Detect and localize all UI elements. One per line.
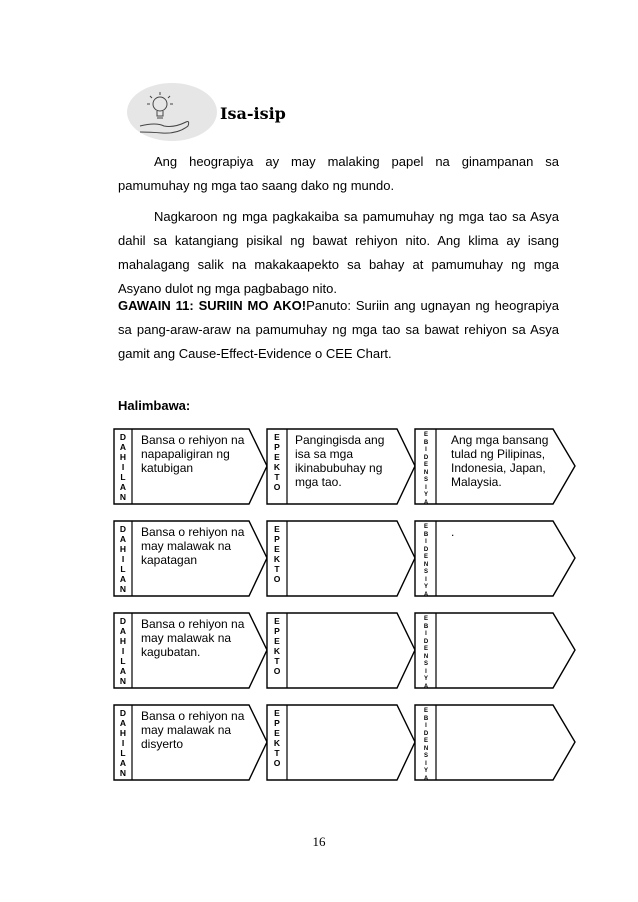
dahilan-label-letter: I: [121, 738, 125, 748]
example-label: Halimbawa:: [118, 398, 191, 413]
ebidensiya-label-letter: D: [423, 638, 429, 645]
dahilan-label-letter: A: [119, 534, 127, 544]
epekto-label-letter: P: [274, 626, 280, 636]
ebidensiya-label-letter: E: [423, 462, 428, 468]
dahilan-label: [114, 616, 132, 686]
ebidensiya-label-letter: B: [423, 623, 429, 630]
cause-text: Bansa o rehiyon na may malawak na disyerto: [141, 709, 245, 751]
epekto-label: [268, 708, 286, 768]
ebidensiya-label-letter: N: [423, 745, 429, 752]
ebidensiya-label-letter: S: [423, 753, 428, 759]
dahilan-label-letter: L: [120, 564, 126, 574]
effect-text: Pangingisda ang isa sa mga ikinabubuhay ng mga tao.: [295, 433, 385, 489]
cee-row: [0, 428, 638, 518]
evidence-shape: [415, 613, 575, 688]
dahilan-label-letter: D: [119, 524, 127, 534]
epekto-label-letter: E: [274, 432, 280, 442]
ebidensiya-label-letter: I: [425, 539, 427, 545]
dahilan-label: [114, 432, 132, 502]
evidence-text: Ang mga bansang tulad ng Pilipinas, Indonesia, Japan, Malaysia.: [451, 433, 549, 489]
dahilan-label-letter: A: [119, 666, 127, 676]
ebidensiya-label-letter: E: [423, 708, 428, 714]
dahilan-label-letter: H: [119, 452, 127, 462]
epekto-label-letter: E: [274, 636, 280, 646]
epekto-label-letter: K: [273, 554, 281, 564]
cause-text: Bansa o rehiyon na napapaligiran ng katubigan: [141, 433, 245, 475]
epekto-label: [268, 616, 286, 676]
cee-row-shapes: [0, 704, 638, 794]
epekto-label-letter: T: [274, 564, 280, 574]
epekto-label-letter: K: [273, 462, 281, 472]
ebidensiya-label-letter: Y: [423, 584, 428, 590]
evidence-text: .: [451, 525, 455, 539]
epekto-label-letter: P: [274, 718, 280, 728]
evidence-shape: [415, 705, 575, 780]
dahilan-label-letter: A: [119, 718, 127, 728]
ebidensiya-label-letter: B: [423, 715, 429, 722]
epekto-label-letter: O: [273, 482, 281, 492]
dahilan-label-letter: L: [120, 472, 126, 482]
ebidensiya-label-letter: A: [423, 591, 429, 598]
dahilan-label-letter: L: [120, 748, 126, 758]
ebidensiya-label-letter: D: [423, 454, 429, 461]
dahilan-label-letter: H: [119, 728, 127, 738]
epekto-label-letter: E: [274, 544, 280, 554]
paragraph-intro: Ang heograpiya ay may malaking papel na ginampanan sa pamumuhay ng mga tao saang dako ng mundo.: [118, 154, 559, 193]
ebidensiya-label: [416, 708, 436, 783]
dahilan-label-letter: L: [120, 656, 126, 666]
epekto-label: [268, 432, 286, 492]
dahilan-label-letter: N: [119, 584, 127, 594]
ebidensiya-label-letter: I: [425, 723, 427, 729]
paragraph-context: Nagkaroon ng mga pagkakaiba sa pamumuhay ng mga tao sa Asya dahil sa katangiang pisikal ng bawat rehiyon nito. Ang klima ay isang mahalagang salik na makakaapekto sa bahay at pamumuhay ng mga Asyano dulot ng mga pagbabago nito.: [118, 209, 559, 296]
dahilan-label-letter: N: [119, 492, 127, 502]
ebidensiya-label-letter: N: [423, 653, 429, 660]
ebidensiya-label-letter: I: [425, 484, 427, 491]
epekto-label-letter: O: [273, 758, 281, 768]
dahilan-label-letter: A: [119, 574, 127, 584]
dahilan-label-letter: A: [119, 482, 127, 492]
cause-text: Bansa o rehiyon na may malawak na kagubatan.: [141, 617, 245, 659]
dahilan-label-letter: N: [119, 768, 127, 778]
dahilan-label-letter: I: [121, 646, 125, 656]
epekto-label-letter: O: [273, 574, 281, 584]
ebidensiya-label: [416, 432, 436, 507]
ebidensiya-label-letter: Y: [423, 676, 428, 682]
dahilan-label-letter: A: [119, 442, 127, 452]
ebidensiya-label-letter: I: [425, 576, 427, 583]
epekto-label-letter: E: [274, 616, 280, 626]
dahilan-label: [114, 524, 132, 594]
epekto-label-letter: E: [274, 728, 280, 738]
page-number: 16: [312, 834, 326, 849]
dahilan-label-letter: A: [119, 626, 127, 636]
dahilan-label-letter: A: [119, 758, 127, 768]
cee-row-shapes: [0, 612, 638, 702]
activity-title: GAWAIN 11: SURIIN MO AKO!: [118, 298, 307, 313]
dahilan-label-letter: H: [119, 544, 127, 554]
epekto-label-letter: T: [274, 748, 280, 758]
epekto-label-letter: E: [274, 708, 280, 718]
ebidensiya-label-letter: Y: [423, 492, 428, 498]
paragraph-instructions: [118, 294, 559, 366]
dahilan-label-letter: I: [121, 462, 125, 472]
ebidensiya-label-letter: B: [423, 531, 429, 538]
epekto-label-letter: P: [274, 534, 280, 544]
ebidensiya-label-letter: A: [423, 775, 429, 782]
ebidensiya-label-letter: E: [423, 554, 428, 560]
dahilan-label: [114, 708, 132, 778]
ebidensiya-label-letter: E: [423, 738, 428, 744]
epekto-label-letter: K: [273, 646, 281, 656]
effect-shape: [267, 705, 415, 780]
ebidensiya-label-letter: I: [425, 668, 427, 675]
cee-row: [0, 612, 638, 702]
ebidensiya-label-letter: I: [425, 760, 427, 767]
epekto-label-letter: T: [274, 472, 280, 482]
epekto-label-letter: P: [274, 442, 280, 452]
ebidensiya-label-letter: E: [423, 432, 428, 438]
ebidensiya-label-letter: E: [423, 524, 428, 530]
ebidensiya-label-letter: I: [425, 631, 427, 637]
cause-text: Bansa o rehiyon na may malawak na kapatagan: [141, 525, 245, 567]
dahilan-label-letter: D: [119, 432, 127, 442]
ebidensiya-label-letter: D: [423, 730, 429, 737]
epekto-label-letter: O: [273, 666, 281, 676]
ebidensiya-label-letter: A: [423, 683, 429, 690]
section-heading: Isa-isip: [220, 104, 286, 123]
ebidensiya-label-letter: S: [423, 477, 428, 483]
ebidensiya-label-letter: I: [425, 447, 427, 453]
ebidensiya-label-letter: N: [423, 469, 429, 476]
ebidensiya-label-letter: E: [423, 616, 428, 622]
dahilan-label-letter: I: [121, 554, 125, 564]
epekto-label-letter: K: [273, 738, 281, 748]
cee-row: [0, 704, 638, 794]
ebidensiya-label-letter: E: [423, 646, 428, 652]
ebidensiya-label-letter: S: [423, 661, 428, 667]
dahilan-label-letter: D: [119, 708, 127, 718]
epekto-label-letter: E: [274, 524, 280, 534]
dahilan-label-letter: D: [119, 616, 127, 626]
epekto-label-letter: T: [274, 656, 280, 666]
ebidensiya-label: [416, 524, 436, 599]
dahilan-label-letter: N: [119, 676, 127, 686]
activity-instructions: Panuto: Suriin ang ugnayan ng heograpiya sa pang-araw-araw na pamumuhay ng mga tao sa bawat rehiyon sa Asya gamit ang Cause-Effect-Evidence o CEE Chart.: [118, 298, 560, 361]
epekto-label: [268, 524, 286, 584]
ebidensiya-label: [416, 616, 436, 691]
cee-row: [0, 520, 638, 610]
dahilan-label-letter: H: [119, 636, 127, 646]
ebidensiya-label-letter: S: [423, 569, 428, 575]
effect-shape: [267, 521, 415, 596]
ebidensiya-label-letter: A: [423, 499, 429, 506]
ebidensiya-label-letter: D: [423, 546, 429, 553]
ebidensiya-label-letter: B: [423, 439, 429, 446]
ebidensiya-label-letter: N: [423, 561, 429, 568]
lightbulb-hand-icon: [126, 82, 218, 142]
ebidensiya-label-letter: Y: [423, 768, 428, 774]
epekto-label-letter: E: [274, 452, 280, 462]
effect-shape: [267, 613, 415, 688]
